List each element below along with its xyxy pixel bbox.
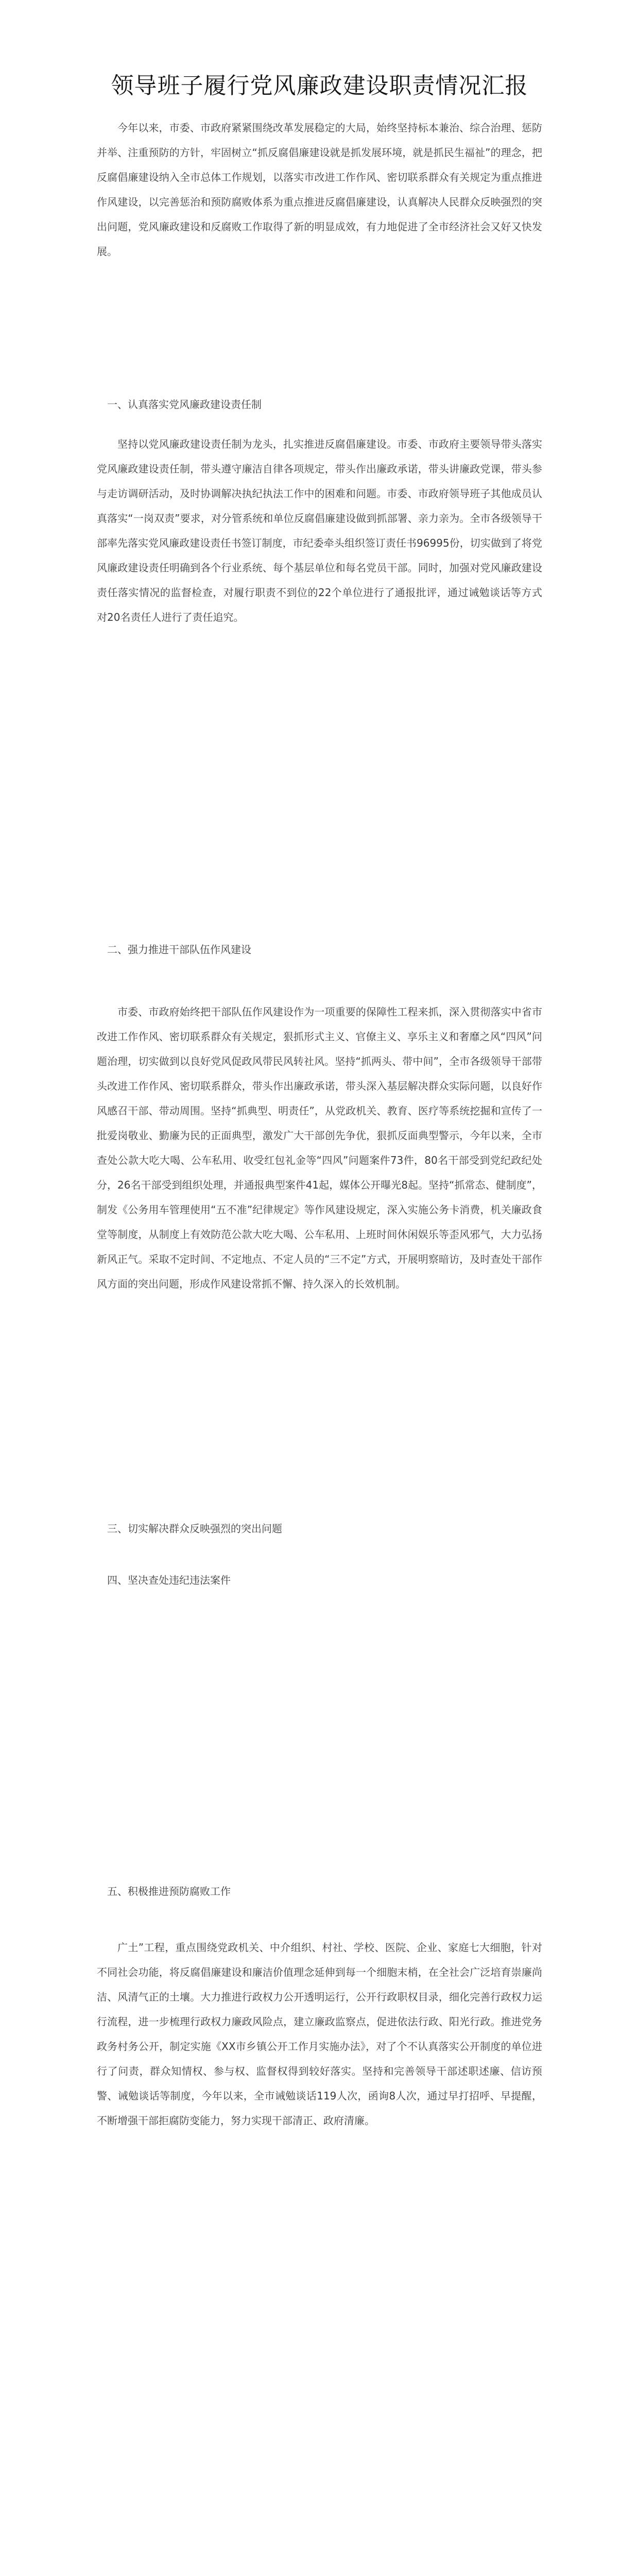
section-body-1: 坚持以党风廉政建设责任制为龙头，扎实推进反腐倡廉建设。市委、市政府主要领导带头落实党风廉政建设责任制，带头遵守廉洁自律各项规定，带头作出廉政承诺，带头讲廉政党课，带头参与走访调研活动，及时协调解决执纪执法工作中的困难和问题。市委、市政府领导班子其他成员认真落实“一岗双责”要求，对分管系统和单位反腐倡廉建设做到抓部署、亲力亲为。全市各级领导干部率先落实党风廉政建设责任书签订制度，市纪委牵头组织签订责任书96995份，切实做到了将党风廉政建设责任明确到各个行业系统、每个基层单位和每名党员干部。同时，加强对党风廉政建设责任落实情况的监督检查，对履行职责不到位的22个单位进行了通报批评，通过诫勉谈话等方式对20名责任人进行了责任追究。 [97,438,542,623]
section-heading-5: 五、积极推进预防腐败工作 [107,1885,231,1897]
section-heading-3: 三、切实解决群众反映强烈的突出问题 [107,1522,282,1535]
section-heading-4: 四、坚决查处违纪违法案件 [107,1574,231,1586]
section-body-2: 市委、市政府始终把干部队伍作风建设作为一项重要的保障性工程来抓，深入贯彻落实中省市改进工作作风、密切联系群众有关规定，狠抓形式主义、官僚主义、享乐主义和奢靡之风“四风”问题治理，切实做到以良好党风促政风带民风转社风。坚持“抓两头、带中间”，全市各级领导干部带头改进工作作风、密切联系群众，带头作出廉政承诺，带头深入基层解决群众实际问题，以良好作风感召干部、带动周围。坚持“抓典型、明责任”，从党政机关、教育、医疗等系统挖掘和宣传了一批爱岗敬业、勤廉为民的正面典型，激发广大干部创先争优，狠抓反面典型警示，今年以来，全市查处公款大吃大喝、公车私用、收受红包礼金等“四风”问题案件73件，80名干部受到党纪政纪处分，26名干部受到组织处理，并通报典型案件41起，媒体公开曝光8起。坚持“抓常态、健制度”，制发《公务用车管理使用“五不准”纪律规定》等作风建设规定，深入实施公务卡消费，机关廉政食堂等制度，从制度上有效防范公款大吃大喝、公车私用、上班时间休闲娱乐等歪风邪气，大力弘扬新风正气。采取不定时间、不定地点、不定人员的“三不定”方式，开展明察暗访，及时查处干部作风方面的突出问题，形成作风建设常抓不懈、持久深入的长效机制。 [97,1006,542,1290]
section-heading-1: 一、认真落实党风廉政建设责任制 [107,398,262,411]
section-body-5: 广土”工程，重点围绕党政机关、中介组织、村社、学校、医院、企业、家庭七大细胞，针对不同社会功能，将反腐倡廉建设和廉洁价值理念延伸到每一个细胞末梢，在全社会广泛培育崇廉尚洁、风清气正的土壤。大力推进行政权力公开透明运行，公开行政职权目录，细化完善行政权力运行流程，进一步梳理行政权力廉政风险点，建立廉政监察点，促进依法行政、阳光行政。推进党务政务村务公开，制定实施《XX市乡镇公开工作月实施办法》，对了个不认真落实公开制度的单位进行了问责，群众知情权、参与权、监督权得到较好落实。坚持和完善领导干部述职述廉、信访预警、诫勉谈话等制度，今年以来，全市诫勉谈话119人次，函询8人次，通过早打招呼、早提醒，不断增强干部拒腐防变能力，努力实现干部清正、政府清廉。 [97,1941,542,2127]
document-title: 领导班子履行党风廉政建设职责情况汇报 [111,73,528,99]
section-heading-2: 二、强力推进干部队伍作风建设 [107,943,251,956]
intro-paragraph: 今年以来，市委、市政府紧紧围绕改革发展稳定的大局，始终坚持标本兼治、综合治理、惩防并举、注重预防的方针，牢固树立“抓反腐倡廉建设就是抓发展环境，就是抓民生福祉”的理念，把反腐倡廉建设纳入全市总体工作规划，以落实市改进工作作风、密切联系群众有关规定为重点推进作风建设，以完善惩治和预防腐败体系为重点推进反腐倡廉建设，认真解决人民群众反映强烈的突出问题，党风廉政建设和反腐败工作取得了新的明显成效，有力地促进了全市经济社会又好又快发展。 [97,122,542,258]
